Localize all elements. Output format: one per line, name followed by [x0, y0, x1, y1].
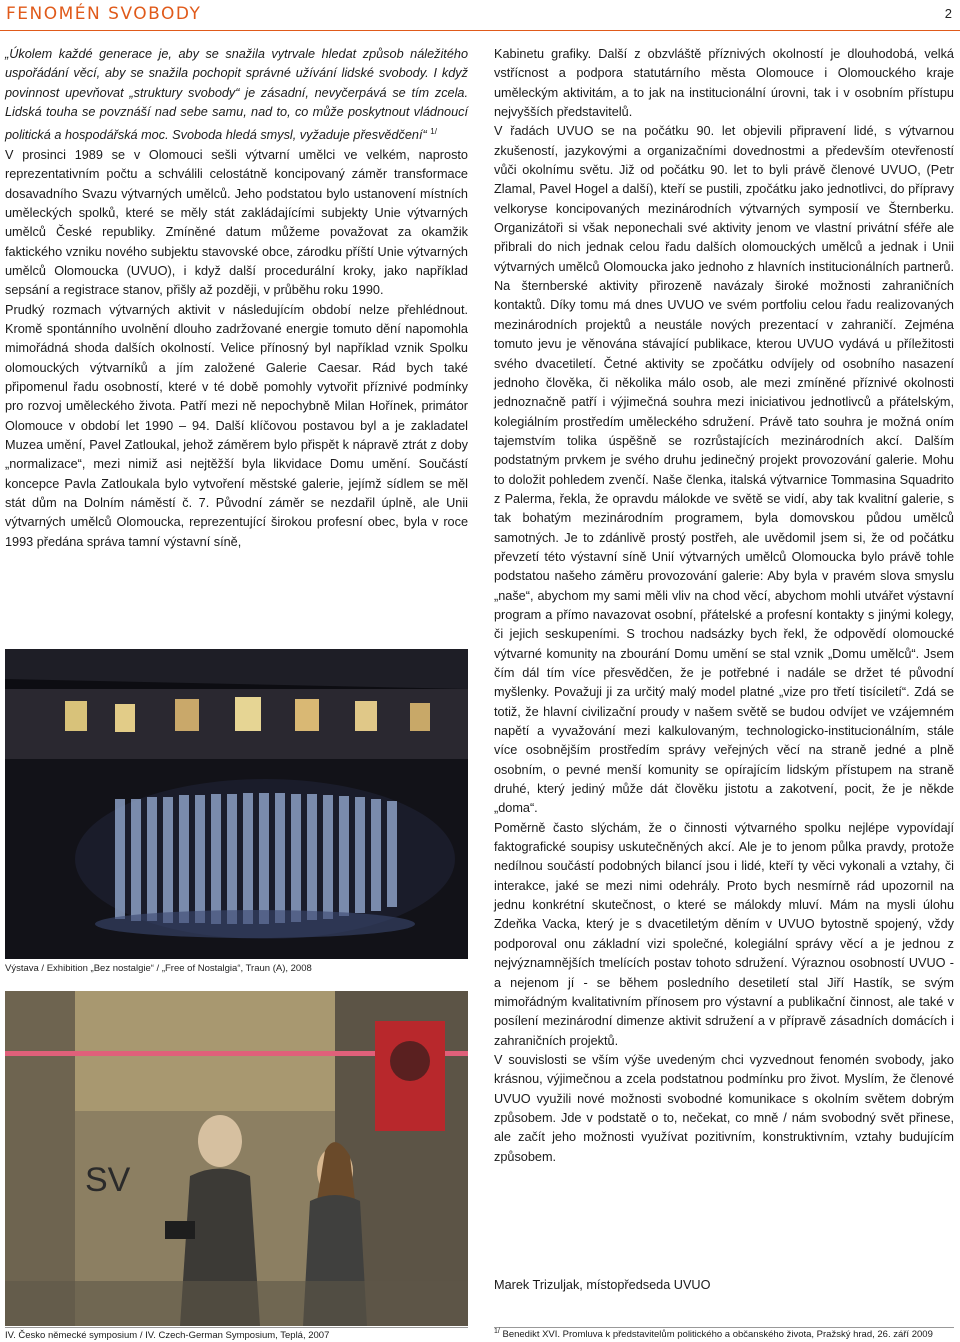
page-number: 2 — [944, 6, 952, 21]
footnote-reference: 1/ — [430, 127, 437, 137]
footnote — [494, 1328, 933, 1340]
right-column — [494, 45, 954, 1167]
paragraph: V prosinci 1989 se v Olomouci sešli výtvarní umělci ve velkém, naprosto reprezentativním počtu a schválili celostátně koncipovaný záměr transformace dosavadního Svazu výtvarných umělců. Jeho podstatou bylo ustanovení místních uměleckých spolků, které se měly stát zakládajícími subjekty Unie výtvarných umělců České republiky. Zmíněné datum můžeme považovat za okamžik faktického vzniku nového subjektu stavovské obce, zárodku příští Unie výtvarných umělců Olomoucka (UVUO), i když další procedurální kroky, jako například sepsání a registrace stanov, přišly až později, v průběhu roku 1990. — [5, 147, 468, 298]
footnote-mark: 1/ — [494, 1328, 500, 1335]
section-title: FENOMÉN SVOBODY — [6, 4, 202, 24]
people-photo — [5, 991, 468, 1326]
photo-caption: Výstava / Exhibition „Bez nostalgie“ / „Free of Nostalgia“, Traun (A), 2008 — [5, 963, 312, 974]
paragraph: Kabinetu grafiky. Další z obzvláště příznivých okolností je dlouhodobá, velká vstřícnost a podpora statutárního města Olomouce i Olomouckého kraje uměleckým aktivitám, a to jak na institucionální úrovni, tak i v osobním přístupu nejvyšších představitelů. — [494, 47, 954, 120]
opening-quote — [5, 45, 468, 146]
footer-divider — [5, 1327, 468, 1328]
footnote-text: Benedikt XVI. Promluva k představitelům politického a občanského života, Pražský hrad, 26. září 2009 — [502, 1329, 933, 1341]
left-column — [5, 45, 468, 552]
paragraph: V souvislosti se vším výše uvedeným chci vyzvednout fenomén svobody, jako krásnou, výjimečnou a zcela podstatnou podmínku pro život. Myslím, že členové UVUO využili nové možnosti svobodné komunikace s okolním světem dobrým způsobem. Jde v podstatě o to, nečekat, co mně / nám svobodný svět přinese, ale začít jeho možnosti využívat pozitivním, konstruktivním, vztahy budujícím způsobem. — [494, 1052, 954, 1164]
header-divider — [0, 30, 960, 31]
paragraph: V řadách UVUO se na počátku 90. let objevili připravení lidé, s výtvarnou zkušeností, jazykovými a organizačními dovednostmi a především otevřeností vůči okolnímu světu. Již od počátku 90. let to byli právě členové UVUO, (Petr Zlamal, Pavel Hogel a další), kteří se pustili, zpočátku jako jednotlivci, do přípravy velkoryse koncipovaných mezinárodních výtvarných symposií ve Šternberku. Organizátoři si však neponechali své aktivity jenom ve vlastní privátní sféře ale přibrali do nich jednak celou řadu dalších olomouckých umělců a jednak i Unii výtvarných umělců Olomoucka jako jednoho z hlavních institucionálních partnerů. Na šternberské aktivity přirozeně navázaly široké možnosti zahraničních kontaktů. Díky tomu má dnes UVUO ve svém portfoliu celou řadu realizovaných mezinárodních projektů a neustále nových prezentací v zahraničí. Zejména tomuto jevu je věnována stávající publikace, kterou UVUO vydává u příležitosti svého dvacetiletí. Četné aktivity se zpočátku odvíjely od osobního nasazení jednoho člověka, či několika málo osob, ale mezi zmíněné příznivé okolnosti jednoznačně patří i výjimečná souhra mezi iniciativou jednotlivců a přátelským, kolegiálním prostředím uměleckého sdružení. Právě tato souhra je možná oním tajemstvím tolika úspěšně se rozrůstajících mezinárodních akcí. Dalším podstatným prvkem je svého druhu jedinečný projekt provozování galerie. Mohu to doložit pohledem zvenčí. Naše členka, italská výtvarnice Tommasina Squadrito z Palerma, řekla, že opravdu málokde ve světě se vidí, aby tak kvalitní galerie, s tak bohatým mezinárodním programem, byla domovskou půdou umělců samotných. Je to zdánlivě prostý postřeh, ale uvědomil jsem si, že od počátku převzetí této výstavní síně Unií výtvarných umělců Olomoucka bylo právě tohle podstatou našeho záměru provozování galerie: Aby byla v pravém slova smyslu „naše“, abychom my sami měli vliv na chod věcí, abychom mohli utvářet výstavní program a přímo navazovat osobní, přátelské a profesní kontakty s jinými kolegy, či jejich seskupeními. S trochou nadsázky bych řekl, že odpovědí olomoucké výtvarné komunity na zbourání Domu umění se stal vznik „Domu umělců“. Jsem čím dál tím více přesvědčen, že je potřebné i nadále se držet té původní myšlenky. Považuji ji za určitý malý model platné „vize pro třetí tisíciletí“. Zdá se totiž, že hlavní civilizační proudy v našem světě se budou odvíjet ve vzájemném napětí a vyvažování mezi kalkulovaným, technologicko-institucionálním, stále více osobnějším prostředím správy veřejných věcí na straně jedné a plně osobním, o pevné menší komunity se opírajícím lidským přístupem na straně druhé, který jediný může dát člověku jistotu a zakotvení, pocit, že je někde „doma“. — [494, 124, 954, 816]
author-signature: Marek Trizuljak, místopředseda UVUO — [494, 1278, 711, 1292]
quote-text: „Úkolem každé generace je, aby se snažila vytrvale hledat způsob náležitého uspořádání věcí, aby se snažila pochopit správné užívání lidské svobody. I když povinnost upevňovat „struktury svobody“ je zásadní, nevyčerpává se tím zcela. Lidská touha se povznáší nad sebe samu, nad to, co může poskytnout vládnoucí politická a hospodářská moc. Svoboda hledá smysl, vyžaduje přesvědčení“ — [5, 47, 468, 143]
wall-graffiti-text: SV — [85, 1161, 131, 1199]
exhibition-photo — [5, 649, 468, 959]
paragraph: Poměrně často slýchám, že o činnosti výtvarného spolku nejlépe vypovídají faktografické soupisy uskutečněných akcí. Ale je to jenom půlka pravdy, protože nedílnou součástí podobných bilancí jsou i lidé, kteří ty věci vykonali a vztahy, či interakce, jaké se mezi nimi odehrály. Proto bych nesmírně rád upozornil na jednu konkrétní skutečnost, o které se málokdy mluví. Mám na mysli úlohu Zdeňka Vacka, který je s dvacetiletým děním v UVUO bytostně spojený, vždy podporoval onu základní vizi společné, kolegiální správy věcí a je jednou z nejvýznamnějších tmelících postav tohoto sdružení. Výraznou osobností UVUO - a nejenom jí - se během posledního desetiletí stal Jiří Hastík, se svým mimořádným kvalitativním přínosem pro výstavní a publikační činnost, ale také v posílení mezinárodní dimenze aktivit sdružení a v přípravě zásadních domácích i zahraničních projektů. — [494, 820, 954, 1048]
artists-by-wall-illustration — [5, 991, 468, 1326]
paragraph: Prudký rozmach výtvarných aktivit v následujícím období nelze přehlédnout. Kromě spontánního uvolnění dlouho zadržované energie tomuto dění napomohla mimořádná shoda dalších okolností. Velice přínosný byl například vznik Spolku olomouckých výtvarníků a jím založené Galerie Caesar. Rád bych také připomenul řadu osobností, které v té době pomohly vytvořit příznivé podmínky pro rozvoj uměleckého života. Patří mezi ně nepochybně Milan Hořínek, primátor Olomouce v období let 1990 – 94. Další klíčovou postavou byl a je zakladatel Muzea umění, Pavel Zatloukal, jehož záměrem bylo přispět k nápravě ztrát z doby „normalizace“, mezi nimiž asi nejtěžší byla likvidace Domu umění. Součástí koncepce Pavla Zatloukala bylo vytvoření městské galerie, jejímž sídlem se měl stát dům na Dolním náměstí č. 7. Původní záměr se nezdařil úplně, ale Unii výtvarných umělců Olomoucka, reprezentující širokou profesní obec, byla v roce 1993 předána správa tamní výstavní síně, — [5, 302, 468, 549]
photo-credit: IV. Česko německé symposium / IV. Czech-German Symposium, Teplá, 2007 — [5, 1330, 330, 1341]
exhibition-hall-illustration — [5, 649, 468, 959]
